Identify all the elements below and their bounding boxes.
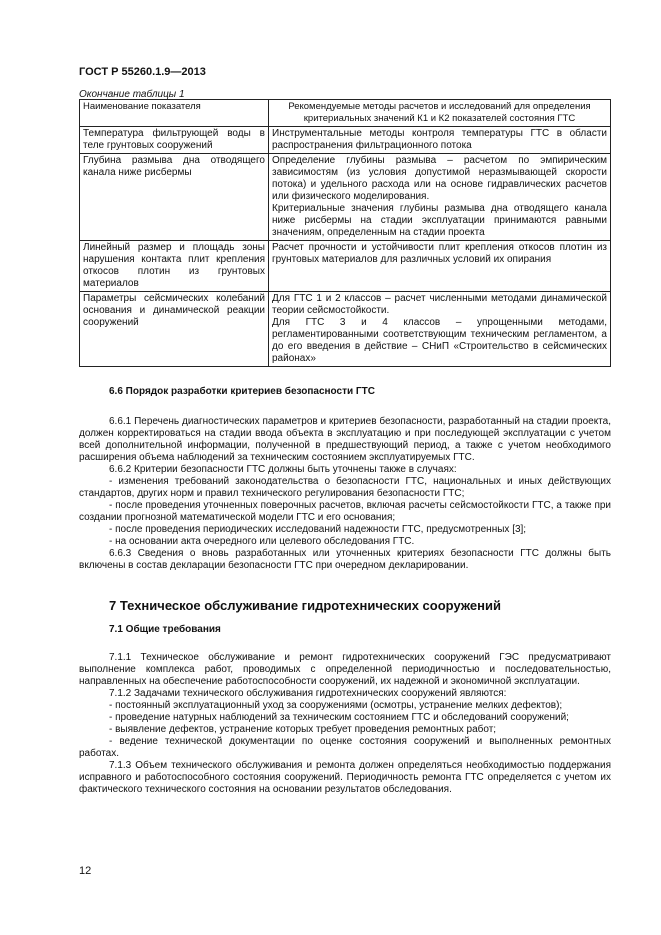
- indicator-name: Глубина размыва дна отводящего канала ниже рисбермы: [80, 154, 269, 241]
- list-item: - изменения требований законодательства о безопасности ГТС, национальных и иных действующих стандартов, других норм и правил технического регулирования безопасности ГТС;: [79, 476, 611, 499]
- methods-text: Для ГТС 1 и 2 классов – расчет численными методами динамической теории сейсмостойкости.: [272, 293, 607, 316]
- section-title: 7 Техническое обслуживание гидротехнических сооружений: [109, 598, 501, 613]
- paragraph: 6.6.3 Сведения о вновь разработанных или уточненных критериях безопасности ГТС должны быть включены в состав декларации безопасности ГТС при очередном декларировании.: [79, 548, 611, 571]
- list-item: - проведение натурных наблюдений за техническим состоянием ГТС и обследований сооружений;: [109, 712, 569, 723]
- methods-text: Для ГТС 3 и 4 классов – упрощенными методами, регламентированными соответствующим техническим регламентом, а до его введения в действие – СНиП «Строительство в сейсмических районах»: [272, 317, 607, 364]
- table-header-row: [80, 100, 611, 127]
- paragraph: 6.6.1 Перечень диагностических параметров и критериев безопасности, разработанный на стадии проекта, должен корректироваться на стадии ввода объекта в эксплуатацию и при последующей эксплуатации с учетом всей дополнительной информации, полученной в предшествующий период, а также с учетом необходимого расширения объема наблюдений за техническим состоянием эксплуатируемых ГТС.: [79, 416, 611, 463]
- indicator-name: Линейный размер и площадь зоны нарушения контакта плит крепления откосов плотин из грунтовых материалов: [80, 241, 269, 292]
- page-number: 12: [79, 865, 92, 877]
- document-header: ГОСТ Р 55260.1.9—2013: [79, 66, 206, 78]
- methods-cell: [269, 241, 611, 292]
- section-7: [79, 600, 611, 796]
- list-item: - выявление дефектов, устранение которых требует проведения ремонтных работ;: [109, 724, 497, 735]
- methods-cell: [269, 292, 611, 367]
- table-row: [80, 292, 611, 367]
- indicator-name: Температура фильтрующей воды в теле грунтовых сооружений: [80, 127, 269, 154]
- methods-cell: [269, 154, 611, 241]
- list-item: - после проведения уточненных поверочных расчетов, включая расчеты сейсмостойкости ГТС, а также при создании прогнозной математической модели ГТС и его основания;: [79, 500, 611, 523]
- table-caption: Окончание таблицы 1: [79, 89, 185, 100]
- subsection-title: 7.1 Общие требования: [109, 624, 221, 635]
- list-item: - постоянный эксплуатационный уход за сооружениями (осмотры, устранение мелких дефектов);: [109, 700, 563, 711]
- paragraph: 7.1.1 Техническое обслуживание и ремонт гидротехнических сооружений ГЭС предусматривают выполнение комплекса работ, проводимых с определенной периодичностью и последовательностью, направленных на обеспечение работоспособности сооружений, их надежной и экономичной эксплуатации.: [79, 652, 611, 687]
- table-row: [80, 241, 611, 292]
- table-row: [80, 127, 611, 154]
- section-6-6: [79, 386, 611, 572]
- methods-cell: [269, 127, 611, 154]
- section-title: 6.6 Порядок разработки критериев безопасности ГТС: [109, 386, 375, 397]
- column-header-methods: Рекомендуемые методы расчетов и исследований для определения критериальных значений К1 и К2 показателей состояния ГТС: [269, 100, 611, 127]
- table-row: [80, 154, 611, 241]
- paragraph: 7.1.2 Задачами технического обслуживания гидротехнических сооружений являются:: [109, 688, 507, 699]
- paragraph: 6.6.2 Критерии безопасности ГТС должны быть уточнены также в случаях:: [109, 464, 457, 475]
- methods-text: Инструментальные методы контроля температуры ГТС в области распространения фильтрационного потока: [272, 128, 607, 151]
- indicator-name: Параметры сейсмических колебаний основания и динамической реакции сооружений: [80, 292, 269, 367]
- watermark: ​: [40, 322, 60, 355]
- column-header-indicator: Наименование показателя: [80, 100, 269, 127]
- methods-text: Расчет прочности и устойчивости плит крепления откосов плотин из грунтовых материалов для различных условий их опирания: [272, 242, 607, 265]
- paragraph: 7.1.3 Объем технического обслуживания и ремонта должен определяться необходимостью поддержания исправного и работоспособного состояния сооружений. Периодичность ремонта ГТС определяется с учетом их фактического технического состояния на основании результатов обследования.: [79, 760, 611, 795]
- methods-text: Критериальные значения глубины размыва дна отводящего канала ниже рисбермы на стадии эксплуатации принимаются равными значениям, определенным на стадии проекта: [272, 203, 607, 238]
- list-item: - ведение технической документации по оценке состояния сооружений и выполненных ремонтных работах.: [79, 736, 611, 759]
- criteria-table: [79, 99, 611, 367]
- list-item: - на основании акта очередного или целевого обследования ГТС.: [109, 536, 415, 547]
- list-item: - после проведения периодических исследований надежности ГТС, предусмотренных [3];: [109, 524, 527, 535]
- methods-text: Определение глубины размыва – расчетом по эмпирическим зависимостям (из условия допустимой неразмывающей скорости потока) и удельного расхода или на основе гидравлических расчетов или физического моделирования.: [272, 155, 607, 202]
